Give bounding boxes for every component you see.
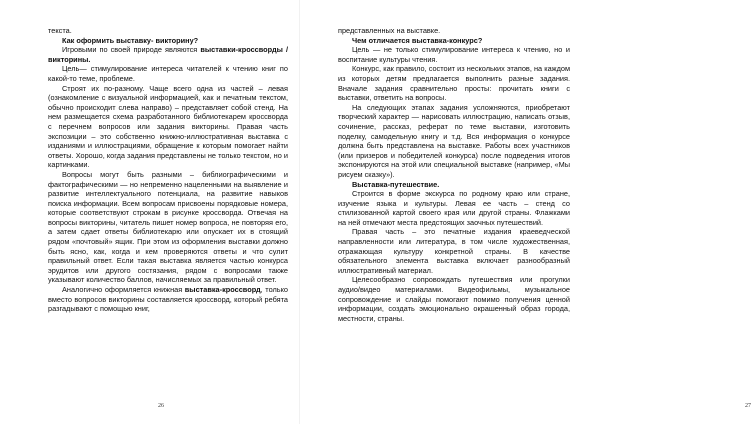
paragraph: Правая часть – это печатные издания краеведческой направленности или литература, в том числе художественная, отражающая культуру конкретной страны. В качестве обязательного элемента выставка включает разнообразный иллюстративный материал. <box>338 227 570 275</box>
text-run: , только вместо вопросов викторины составляется кроссворд, который ребята разгадывают с помощью книг, <box>48 285 288 314</box>
heading-travel-exhibition: Выставка-путешествие. <box>352 179 440 189</box>
bold-term: выставки-кроссворды / викторины. <box>48 45 288 64</box>
paragraph: Строят их по-разному. Чаще всего одна из частей – левая (ознакомление с визуальной информацией, как и печатным текстом, обычно происходит слева направо) – представляет собой стенд. На нем размещается схема разработанного библиотекарем кроссворда с перечнем вопросов или задания викторины. Правая часть экспозиции – это собственно книжно-иллюстративная выставка с изданиями и иллюстрациями, обращение к которым помогает найти ответы. Хорошо, когда задания представлены не только текстом, но и картинками. <box>48 83 288 170</box>
paragraph: Цель— стимулирование интереса читателей к чтению книг по какой-то теме, проблеме. <box>48 64 288 83</box>
left-page-text <box>48 26 288 314</box>
paragraph: Конкурс, как правило, состоит из нескольких этапов, на каждом из которых детям предлагается выполнить разные задания. Вначале задания сравнительно просты: прочитать книги с выставки, ответить на вопросы. <box>338 64 570 103</box>
text-run: Аналогично оформляется книжная <box>62 285 185 295</box>
bold-term: выставка-кроссворд <box>184 285 261 295</box>
paragraph-continuation: текста. <box>48 26 72 35</box>
paragraph <box>48 285 288 314</box>
heading-contest-exhibition: Чем отличается выставка-конкурс? <box>352 35 483 45</box>
paragraph-continuation: представленных на выставке. <box>338 26 441 35</box>
paragraph: Целесообразно сопровождать путешествия или прогулки аудио/видео материалами. Видеофильмы, музыкальное сопровождение и слайды помогают помимо получения ценной информации, создать эмоционально окрашенный образ города, местности, страны. <box>338 275 570 323</box>
text-run: Игровыми по своей природе являются <box>62 45 201 55</box>
heading-quiz-exhibition: Как оформить выставку- викторину? <box>62 35 199 45</box>
paragraph: Вопросы могут быть разными – библиографическими и фактографическими — но непременно нацеленными на выявление и развитие интеллектуального потенциала, на развитие навыков поиска информации. Всем вопросам присвоены порядковые номера, которые соответствуют строкам в рисунке кроссворда. Отвечая на вопросы викторины, читатель пишет номер вопроса, не повторяя его, а затем сдает ответы библиотекарю или опускает их в стоящий рядом «почтовый» ящик. При этом из оформления выставки должно быть ясно, как, когда и кем проверяются ответы и что сулит правильный ответ. Если такая выставка является частью конкурса эрудитов или другого состязания, рядом с вопросами также указывают количество баллов, начисляемых за правильный ответ. <box>48 169 288 285</box>
paragraph <box>48 45 288 64</box>
right-page-text <box>338 26 570 323</box>
paragraph: Строится в форме экскурса по родному краю или стране, изучение языка и культуры. Левая ее часть – стенд со стилизованной картой своего края или другой страны. Флажками на ней отмечают места предстоящих заочных путешествий. <box>338 189 570 227</box>
page-number: 27 <box>745 403 751 409</box>
paragraph: На следующих этапах задания усложняются, приобретают творческий характер — нарисовать иллюстрацию, написать отзыв, сочинение, рассказ, реферат по теме выставки, изготовить поделку, самодельную книгу и т.д. Вся информация о конкурсе должна быть представлена на выставке. Работы всех участников (или призеров и победителей конкурса) после подведения итогов экспонируются на этой или специальной выставке (например, «Мы рисуем сказку»). <box>338 102 570 179</box>
left-page <box>0 0 300 424</box>
page-number: 26 <box>158 403 164 409</box>
right-page <box>300 0 751 424</box>
paragraph: Цель — не только стимулирование интереса к чтению, но и воспитание культуры чтения. <box>338 45 570 64</box>
